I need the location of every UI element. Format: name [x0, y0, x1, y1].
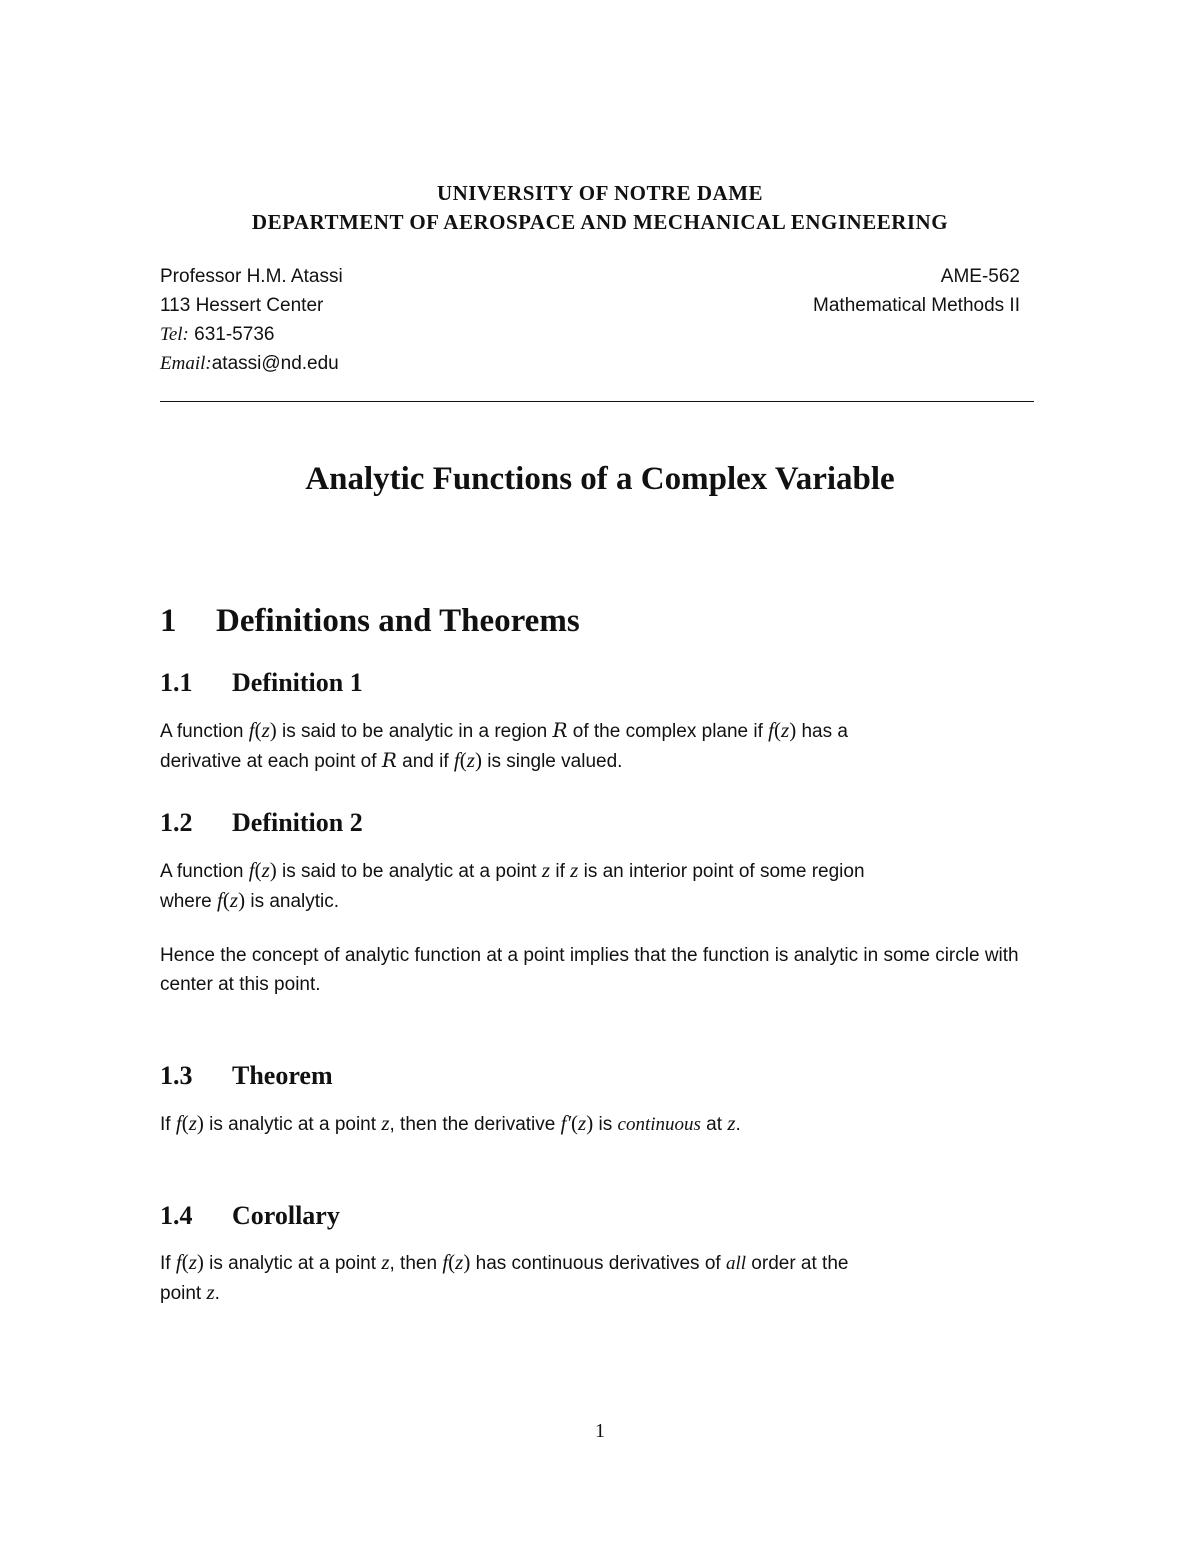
subsection-number: 1.2 [160, 808, 193, 837]
subsection-heading [160, 668, 363, 698]
page-number: 1 [595, 1420, 605, 1442]
section-number: 1 [160, 603, 177, 639]
email [160, 349, 343, 378]
subsection-title: Theorem [232, 1061, 333, 1090]
subsection-title: Definition 2 [232, 808, 363, 837]
emphasis-all: all [725, 1253, 747, 1274]
subsection-heading [160, 1201, 340, 1231]
subsection-number: 1.1 [160, 668, 193, 697]
university-name: UNIVERSITY OF NOTRE DAME [436, 181, 764, 205]
emphasis-continuous: continuous [617, 1114, 701, 1135]
corollary-text: If f(z) is analytic at a point z, then f(z) has continuous derivatives of all order at the point z. [160, 1250, 849, 1304]
telephone [160, 320, 343, 349]
tel-label: Tel: [160, 324, 189, 345]
tel-value: 631-5736 [188, 324, 275, 345]
subsection-title: Definition 1 [232, 668, 363, 697]
email-value: atassi@nd.edu [211, 353, 339, 374]
theorem-text: If f(z) is analytic at a point z, then the derivative f′(z) is continuous at z. [160, 1111, 741, 1135]
subsection-heading [160, 808, 363, 838]
course-code: AME-562 [940, 266, 1020, 287]
document-title: Analytic Functions of a Complex Variable [305, 461, 895, 497]
professor-info [160, 262, 343, 378]
email-label: Email: [160, 353, 212, 374]
definition-2-text: A function f(z) is said to be analytic at a point z if z is an interior point of some region where f(z) is analytic. [160, 858, 865, 912]
subsection-title: Corollary [232, 1201, 340, 1230]
subsection-heading [160, 1061, 333, 1091]
header-divider [160, 401, 1034, 402]
section-title: Definitions and Theorems [216, 603, 580, 639]
definition-1-text: A function f(z) is said to be analytic in a region R of the complex plane if f(z) has a derivative at each point of R and if f(z) is single valued. [160, 718, 848, 772]
section-heading [160, 603, 580, 640]
subsection-number: 1.3 [160, 1061, 193, 1090]
office-address: 113 Hessert Center [160, 295, 324, 316]
course-info [813, 262, 1020, 320]
hence-paragraph: Hence the concept of analytic function at a point implies that the function is analytic in some circle with center at this point. [160, 945, 1019, 995]
professor-name: Professor H.M. Atassi [160, 266, 343, 287]
department-name: DEPARTMENT OF AEROSPACE AND MECHANICAL ENGINEERING [251, 210, 949, 234]
subsection-number: 1.4 [160, 1201, 193, 1230]
course-name: Mathematical Methods II [813, 295, 1020, 316]
